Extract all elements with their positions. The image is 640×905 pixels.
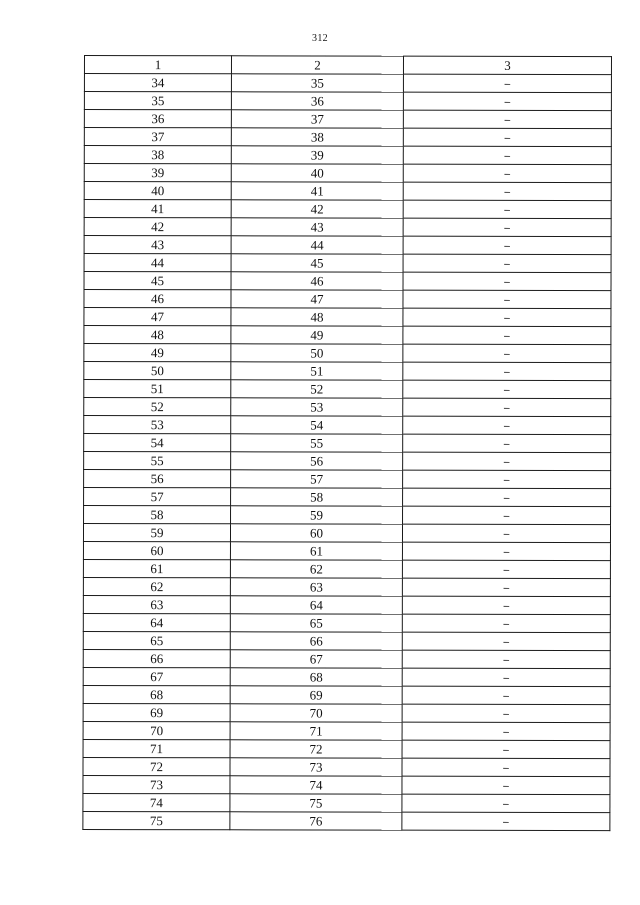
table-row [84, 488, 611, 507]
data-table [82, 55, 612, 831]
table-cell-col3: – [402, 668, 610, 686]
table-cell-col2: 62 [230, 560, 402, 578]
table-cell-col2: 53 [231, 398, 403, 416]
table-cell-col1: 70 [83, 721, 230, 739]
column-header-1: 1 [84, 56, 231, 74]
table-row [83, 542, 610, 561]
table-cell-col3: – [403, 380, 611, 398]
table-cell-col3: – [403, 236, 611, 254]
table-cell-col3: – [403, 218, 611, 236]
table-row [84, 128, 611, 147]
table-body [83, 74, 612, 831]
table-row [84, 110, 611, 129]
table-cell-col1: 59 [83, 524, 230, 542]
table-row [83, 559, 610, 578]
table-cell-col2: 55 [231, 434, 403, 452]
table-cell-col3: – [402, 650, 610, 668]
table-cell-col3: – [403, 434, 611, 452]
table-cell-col1: 51 [84, 380, 231, 398]
table-cell-col1: 63 [83, 595, 230, 613]
table-row [83, 524, 610, 543]
table-cell-col1: 55 [84, 452, 231, 470]
table-row [83, 631, 610, 650]
table-cell-col3: – [403, 398, 611, 416]
table-cell-col2: 72 [230, 740, 402, 758]
table-row [84, 182, 611, 201]
table-cell-col3: – [403, 344, 611, 362]
table-cell-col1: 75 [83, 811, 230, 829]
table-cell-col2: 63 [230, 578, 402, 596]
table-cell-col1: 41 [84, 200, 231, 218]
table-cell-col2: 39 [231, 146, 403, 164]
table-row [84, 200, 611, 219]
table-cell-col1: 40 [84, 182, 231, 200]
table-cell-col2: 41 [231, 182, 403, 200]
table-row [83, 667, 610, 686]
table-cell-col1: 69 [83, 703, 230, 721]
table-cell-col3: – [402, 758, 610, 776]
table-row [83, 577, 610, 596]
table-cell-col3: – [402, 560, 610, 578]
table-cell-col2: 50 [231, 344, 403, 362]
table-cell-col2: 43 [231, 218, 403, 236]
table-cell-col2: 49 [231, 326, 403, 344]
table-cell-col1: 64 [83, 613, 230, 631]
table-cell-col3: – [402, 794, 610, 812]
table-cell-col2: 47 [231, 290, 403, 308]
table-cell-col3: – [403, 182, 611, 200]
table-cell-col2: 51 [231, 362, 403, 380]
table-cell-col2: 68 [230, 668, 402, 686]
table-cell-col1: 62 [83, 577, 230, 595]
table-cell-col3: – [403, 164, 611, 182]
table-row [84, 254, 611, 273]
table-cell-col3: – [402, 542, 610, 560]
table-cell-col2: 61 [230, 542, 402, 560]
table-cell-col2: 66 [230, 632, 402, 650]
table-cell-col3: – [402, 740, 610, 758]
table-row [84, 470, 611, 489]
table-cell-col3: – [403, 110, 611, 128]
table-cell-col3: – [403, 200, 611, 218]
table-row [84, 236, 611, 255]
table-cell-col2: 36 [231, 92, 403, 110]
table-cell-col2: 45 [231, 254, 403, 272]
table-row [84, 218, 611, 237]
table-cell-col2: 40 [231, 164, 403, 182]
table-cell-col3: – [402, 524, 610, 542]
table-cell-col2: 37 [231, 110, 403, 128]
table-row [83, 721, 610, 740]
table-cell-col3: – [403, 326, 611, 344]
table-cell-col3: – [402, 578, 610, 596]
table-cell-col3: – [402, 722, 610, 740]
table-row [84, 452, 611, 471]
table-cell-col1: 46 [84, 290, 231, 308]
table-cell-col1: 50 [84, 362, 231, 380]
table-row [83, 757, 610, 776]
table-cell-col1: 47 [84, 308, 231, 326]
table-row [83, 703, 610, 722]
table-row [84, 308, 611, 327]
table-cell-col1: 66 [83, 649, 230, 667]
table-cell-col3: – [402, 632, 610, 650]
table-row [83, 613, 610, 632]
table-cell-col1: 44 [84, 254, 231, 272]
table-row [84, 164, 611, 183]
table-cell-col2: 60 [230, 524, 402, 542]
table-cell-col3: – [403, 506, 611, 524]
table-row [84, 416, 611, 435]
table-row [84, 326, 611, 345]
table-cell-col1: 68 [83, 685, 230, 703]
table-cell-col1: 43 [84, 236, 231, 254]
table-cell-col2: 35 [231, 74, 403, 92]
table-cell-col1: 52 [84, 398, 231, 416]
table-cell-col1: 73 [83, 775, 230, 793]
table-cell-col1: 72 [83, 757, 230, 775]
table-cell-col1: 74 [83, 793, 230, 811]
table-row [83, 649, 610, 668]
table-cell-col3: – [402, 596, 610, 614]
table-cell-col2: 58 [231, 488, 403, 506]
table-cell-col3: – [402, 614, 610, 632]
table-cell-col1: 35 [84, 92, 231, 110]
table-cell-col2: 42 [231, 200, 403, 218]
table-cell-col2: 48 [231, 308, 403, 326]
table-cell-col2: 71 [230, 722, 402, 740]
table-row [83, 739, 610, 758]
table-cell-col2: 74 [230, 776, 402, 794]
header-row [84, 56, 611, 75]
table-row [84, 290, 611, 309]
table-row [84, 344, 611, 363]
table-cell-col2: 69 [230, 686, 402, 704]
table-cell-col3: – [403, 254, 611, 272]
table-cell-col3: – [403, 290, 611, 308]
column-header-3: 3 [403, 56, 611, 74]
table-row [84, 506, 611, 525]
table-cell-col1: 42 [84, 218, 231, 236]
table-cell-col3: – [402, 812, 610, 830]
table-row [84, 146, 611, 165]
page-number: 312 [312, 33, 328, 44]
table-row [83, 595, 610, 614]
table-row [84, 272, 611, 291]
table-cell-col2: 76 [230, 812, 402, 830]
table-cell-col3: – [402, 776, 610, 794]
table-cell-col3: – [403, 488, 611, 506]
table-cell-col3: – [403, 452, 611, 470]
table-cell-col3: – [403, 416, 611, 434]
table-cell-col3: – [403, 272, 611, 290]
table-row [84, 380, 611, 399]
table-cell-col2: 52 [231, 380, 403, 398]
table-cell-col1: 71 [83, 739, 230, 757]
table-row [83, 775, 610, 794]
table-row [84, 434, 611, 453]
table-cell-col3: – [402, 686, 610, 704]
table-cell-col1: 58 [84, 506, 231, 524]
table-cell-col3: – [403, 470, 611, 488]
table-row [83, 685, 610, 704]
table-cell-col1: 34 [84, 74, 231, 92]
table-cell-col3: – [402, 704, 610, 722]
table-row [84, 362, 611, 381]
table-cell-col2: 54 [231, 416, 403, 434]
table-cell-col1: 65 [83, 631, 230, 649]
table-cell-col1: 60 [83, 542, 230, 560]
table-cell-col2: 73 [230, 758, 402, 776]
table-row [84, 74, 611, 93]
table-cell-col1: 38 [84, 146, 231, 164]
table-cell-col1: 57 [84, 488, 231, 506]
table-cell-col1: 53 [84, 416, 231, 434]
table-cell-col3: – [403, 92, 611, 110]
table-cell-col2: 56 [231, 452, 403, 470]
table-row [83, 793, 610, 812]
table-row [84, 398, 611, 417]
table-cell-col1: 61 [83, 559, 230, 577]
table-cell-col2: 70 [230, 704, 402, 722]
table-row [83, 811, 610, 830]
table-cell-col3: – [403, 128, 611, 146]
table-cell-col1: 36 [84, 110, 231, 128]
table-cell-col3: – [403, 362, 611, 380]
table-cell-col2: 65 [230, 614, 402, 632]
table-cell-col2: 46 [231, 272, 403, 290]
table-cell-col1: 54 [84, 434, 231, 452]
table-cell-col1: 39 [84, 164, 231, 182]
table-header [84, 56, 611, 75]
table-cell-col2: 38 [231, 128, 403, 146]
table-cell-col3: – [403, 74, 611, 92]
table-cell-col2: 64 [230, 596, 402, 614]
column-header-2: 2 [231, 56, 403, 74]
table-cell-col1: 45 [84, 272, 231, 290]
table-cell-col1: 49 [84, 344, 231, 362]
table-cell-col1: 56 [84, 470, 231, 488]
table-cell-col2: 59 [231, 506, 403, 524]
table-row [84, 92, 611, 111]
table-cell-col3: – [403, 146, 611, 164]
table-cell-col1: 67 [83, 667, 230, 685]
table-cell-col3: – [403, 308, 611, 326]
table-cell-col2: 57 [231, 470, 403, 488]
table-cell-col2: 44 [231, 236, 403, 254]
table-cell-col2: 67 [230, 650, 402, 668]
table-cell-col1: 48 [84, 326, 231, 344]
table-cell-col2: 75 [230, 794, 402, 812]
table-cell-col1: 37 [84, 128, 231, 146]
